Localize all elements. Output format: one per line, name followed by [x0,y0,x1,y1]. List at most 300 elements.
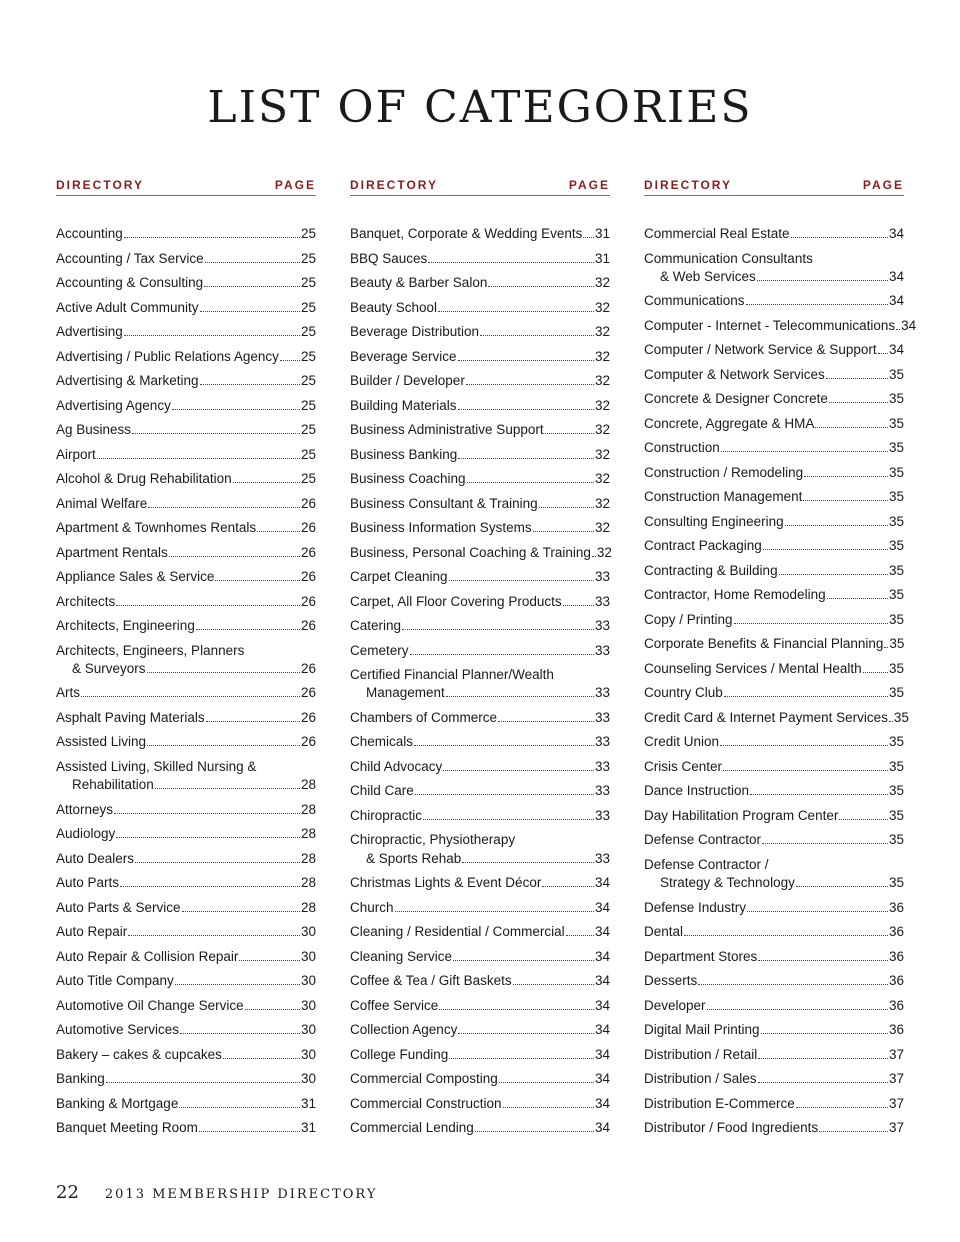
page-header-label: PAGE [862,178,904,192]
page-reference: 25 [300,471,316,486]
category-name: Business, Personal Coaching & Training [350,544,591,560]
category-entry [350,972,610,990]
category-entry [350,1095,610,1113]
dot-leader [592,556,596,557]
category-name: Computer - Internet - Telecommunications [644,317,896,333]
category-name: Construction / Remodeling [644,464,804,480]
category-name: Bakery – cakes & cupcakes [56,1046,222,1062]
category-name: Corporate Benefits & Financial Planning [644,636,884,652]
category-entry [56,470,316,488]
dot-leader [239,960,300,961]
category-entry [644,537,904,555]
category-name: Crisis Center [644,758,723,774]
category-entry [56,446,316,464]
page-reference: 34 [888,226,904,241]
category-entry [644,782,904,800]
page-reference: 35 [888,415,904,431]
page-number: 22 [56,1182,79,1203]
page-reference: 32 [594,348,610,364]
category-name: Business Information Systems [350,520,532,535]
page-reference: 35 [889,636,905,652]
category-entry [350,470,610,488]
category-entry [56,250,316,268]
page-header-label: PAGE [568,178,610,192]
page-reference: 28 [300,777,316,793]
dot-leader [758,1082,888,1083]
category-entry [644,292,904,310]
category-name: Developer [644,997,706,1013]
category-entry [56,1021,316,1039]
category-name: Banking & Mortgage [56,1095,179,1111]
category-name: Chemicals [350,734,414,750]
category-entry [644,1070,904,1088]
page-reference: 31 [300,1120,316,1136]
category-name: Copy / Printing [644,611,733,627]
column-header [56,178,316,196]
dot-leader [147,672,300,673]
page-reference: 30 [300,997,316,1013]
category-name: Auto Title Company [56,973,174,989]
category-name: Advertising / Public Relations Agency [56,348,279,364]
dot-leader [116,837,300,838]
category-name: Coffee & Tea / Gift Baskets [350,973,512,989]
category-entry [644,586,904,604]
dot-leader [826,378,888,379]
category-name: Christmas Lights & Event Décor [350,875,542,891]
page-reference: 25 [300,422,316,437]
category-name: Construction [644,440,720,456]
dot-leader [200,384,300,385]
category-entry [56,225,316,243]
page-reference: 33 [594,642,610,658]
category-name: Auto Repair & Collision Repair [56,948,239,964]
category-name: Dance Instruction [644,783,750,799]
category-entry [56,495,316,513]
category-entry [350,1119,610,1137]
page-reference: 32 [596,544,612,560]
category-entry [350,372,610,390]
category-name: Ag Business [56,422,132,437]
dot-leader [829,402,888,403]
category-entry [56,1095,316,1113]
category-name: Assisted Living, Skilled Nursing & [56,758,257,774]
category-name: Chiropractic, Physiotherapy [350,832,516,848]
dot-leader [542,886,594,887]
dot-leader [763,549,888,550]
page-reference: 33 [594,618,610,633]
category-entry [350,1046,610,1064]
page-reference: 35 [888,783,904,799]
page-reference: 34 [594,1046,610,1062]
category-name: Church [350,899,394,915]
category-name: College Funding [350,1046,449,1062]
category-entry [350,446,610,464]
dot-leader [204,286,300,287]
category-name: Building Materials [350,397,457,413]
category-name: Construction Management [644,489,803,505]
dot-leader [205,262,300,263]
category-entry [644,635,904,653]
category-entry [350,831,610,868]
page-reference: 30 [300,973,316,989]
category-entry [350,593,610,611]
page-reference: 32 [594,495,610,511]
category-entry [644,1095,904,1113]
category-list [350,225,610,1138]
category-name: Attorneys [56,801,114,817]
dot-leader [120,886,300,887]
category-entry [350,807,610,825]
category-entry [56,972,316,990]
dot-leader [438,311,594,312]
category-name: Beauty & Barber Salon [350,275,488,290]
page-reference: 32 [594,520,610,535]
category-entry [56,421,316,439]
dot-leader [128,935,300,936]
category-entry [56,825,316,843]
dot-leader [475,1131,594,1132]
category-entry [644,684,904,702]
category-entry [350,997,610,1015]
category-entry [644,856,904,893]
page-reference: 33 [594,734,610,750]
dot-leader [863,672,888,673]
page-reference: 34 [594,973,610,989]
category-entry [350,948,610,966]
page-reference: 26 [300,569,316,584]
category-entry [350,544,610,562]
page-reference: 34 [888,293,904,309]
page-reference: 35 [888,685,904,701]
category-name: Carpet Cleaning [350,569,448,584]
category-name-continued: & Sports Rehab [366,850,462,866]
category-name: Beauty School [350,299,438,315]
page-reference: 36 [888,948,904,964]
dot-leader [124,335,300,336]
page-reference: 26 [300,734,316,750]
dot-leader [723,770,888,771]
dot-leader [114,813,300,814]
category-name: Concrete & Designer Concrete [644,391,828,407]
page-reference: 30 [300,924,316,940]
page-reference: 25 [300,446,316,462]
page-reference: 35 [888,513,904,529]
category-name: Defense Contractor / [644,856,769,872]
page-reference: 35 [888,660,904,676]
page-reference: 35 [888,875,904,891]
category-entry [56,874,316,892]
category-name: Accounting [56,226,123,241]
category-name: Desserts [644,973,698,989]
dot-leader [698,984,888,985]
category-name: Banquet Meeting Room [56,1120,198,1136]
category-entry [56,274,316,292]
page-reference: 34 [594,1120,610,1136]
category-entry [350,758,610,776]
page-reference: 31 [594,250,610,266]
dot-leader [566,935,594,936]
category-entry [56,299,316,317]
category-entry [644,488,904,506]
category-name: Audiology [56,826,116,842]
column-header [350,178,610,196]
category-name: Certified Financial Planner/Wealth [350,667,554,682]
page-reference: 35 [888,758,904,774]
page-reference: 33 [594,593,610,609]
page-reference: 25 [300,275,316,290]
category-name: Credit Union [644,734,720,750]
page-reference: 25 [300,324,316,339]
category-entry [56,544,316,562]
page-reference: 26 [300,709,316,725]
category-name: Business Consultant & Training [350,495,538,511]
category-name: Contract Packaging [644,538,762,554]
dot-leader [878,353,888,354]
category-entry [56,519,316,537]
directory-header-label: DIRECTORY [56,178,145,192]
category-entry [56,709,316,727]
category-name: Banquet, Corporate & Wedding Events [350,226,583,241]
dot-leader [761,1033,888,1034]
category-name: Carpet, All Floor Covering Products [350,593,562,609]
dot-leader [97,458,300,459]
category-entry [350,250,610,268]
page-reference: 35 [888,611,904,627]
dot-leader [410,654,594,655]
category-name: Architects, Engineers, Planners [56,642,245,658]
dot-leader [245,1009,300,1010]
category-entry [350,709,610,727]
page-reference: 31 [594,226,610,241]
dot-leader [458,360,594,361]
dot-leader [758,1058,888,1059]
page-reference: 30 [300,1046,316,1062]
dot-leader [414,745,594,746]
category-entry [56,642,316,679]
page-reference: 35 [888,489,904,505]
dot-leader [106,1082,300,1083]
dot-leader [116,605,300,606]
category-name: Airport [56,446,96,462]
category-entry [56,1119,316,1137]
dot-leader [395,911,594,912]
category-name: Animal Welfare [56,495,148,511]
dot-leader [827,598,888,599]
dot-leader [402,629,594,630]
dot-leader [257,531,300,532]
page-reference: 35 [888,538,904,554]
category-entry [350,225,610,243]
page-reference: 26 [300,618,316,633]
page-reference: 35 [888,366,904,382]
dot-leader [480,335,594,336]
dot-leader [182,911,300,912]
dot-leader [791,237,888,238]
category-name: Apartment Rentals [56,544,168,560]
page-reference: 25 [300,299,316,315]
page-reference: 37 [888,1046,904,1062]
page-reference: 35 [888,832,904,848]
category-entry [644,390,904,408]
dot-leader [135,862,300,863]
page-reference: 32 [594,324,610,339]
category-name: Advertising & Marketing [56,373,199,388]
category-name: Advertising Agency [56,397,171,413]
page-reference: 34 [594,1022,610,1038]
category-entry [350,495,610,513]
directory-header-label: DIRECTORY [350,178,439,192]
category-entry [644,758,904,776]
category-name: Concrete, Aggregate & HMA [644,415,815,431]
category-name: Auto Parts [56,875,120,891]
category-name: Active Adult Community [56,299,199,315]
directory-column-1 [56,178,316,1144]
category-name: Cleaning Service [350,948,453,964]
category-name: Alcohol & Drug Rehabilitation [56,471,232,486]
category-name-continued: Rehabilitation [72,777,154,793]
dot-leader [458,458,594,459]
dot-leader [488,286,594,287]
dot-leader [721,451,888,452]
dot-leader [762,843,888,844]
category-name: Computer / Network Service & Support [644,342,877,358]
category-entry [56,1070,316,1088]
category-entry [350,733,610,751]
dot-leader [513,984,594,985]
page-reference: 28 [300,899,316,915]
category-name: Advertising [56,324,123,339]
dot-leader [423,819,594,820]
category-entry [56,1046,316,1064]
dot-leader [462,862,594,863]
category-entry [350,274,610,292]
directory-header-label: DIRECTORY [644,178,733,192]
page-reference: 33 [594,709,610,725]
page-reference: 25 [300,397,316,413]
page-reference: 32 [594,446,610,462]
dot-leader [148,507,300,508]
dot-leader [199,1131,300,1132]
category-name: Credit Card & Internet Payment Services [644,709,888,725]
category-name: Communication Consultants [644,250,813,266]
page-reference: 35 [888,734,904,750]
category-name: Catering [350,618,402,633]
page-reference: 35 [893,709,909,725]
page-reference: 25 [300,373,316,388]
category-name: Apartment & Townhomes Rentals [56,520,257,535]
page-reference: 25 [300,348,316,364]
dot-leader [196,629,300,630]
dot-leader [206,721,300,722]
page-reference: 33 [594,569,610,584]
category-name: Business Coaching [350,471,466,486]
category-entry [644,611,904,629]
page-footer [56,1182,377,1203]
dot-leader [439,1009,594,1010]
category-entry [644,464,904,482]
category-name: Digital Mail Printing [644,1022,760,1038]
dot-leader [796,1107,888,1108]
category-entry [350,1021,610,1039]
category-entry [56,617,316,635]
column-header [644,178,904,196]
page-reference: 28 [300,850,316,866]
page-reference: 34 [888,342,904,358]
dot-leader [458,409,594,410]
category-entry [644,562,904,580]
page-reference: 28 [300,875,316,891]
category-entry [56,948,316,966]
dot-leader [215,580,300,581]
category-name: Day Habilitation Program Center [644,807,839,823]
page-reference: 33 [594,850,610,866]
page-reference: 26 [300,593,316,609]
category-entry [56,850,316,868]
page-reference: 34 [594,1071,610,1087]
dot-leader [200,311,300,312]
page-reference: 35 [888,440,904,456]
category-name: Child Care [350,783,414,799]
page-reference: 36 [888,997,904,1013]
category-name: Communications [644,293,745,309]
category-entry [56,372,316,390]
page-reference: 35 [888,587,904,603]
category-name: Contractor, Home Remodeling [644,587,826,603]
page-reference: 32 [594,471,610,486]
category-list [644,225,917,1138]
category-entry [350,397,610,415]
page-reference: 25 [300,226,316,241]
page-reference: 34 [594,948,610,964]
category-entry [644,831,904,849]
page-reference: 34 [888,268,904,284]
dot-leader [175,984,300,985]
category-name: Computer & Network Services [644,366,825,382]
dot-leader [155,788,300,789]
page-reference: 34 [594,875,610,891]
page-reference: 34 [594,997,610,1013]
page-reference: 26 [300,685,316,701]
page-reference: 36 [888,924,904,940]
category-entry [56,899,316,917]
page-reference: 31 [300,1095,316,1111]
dot-leader [819,1131,888,1132]
page-reference: 36 [888,899,904,915]
category-entry [350,1070,610,1088]
category-entry [56,397,316,415]
page-reference: 32 [594,275,610,290]
category-entry [56,568,316,586]
dot-leader [804,476,888,477]
dot-leader [223,1058,300,1059]
dot-leader [746,304,888,305]
category-entry [644,341,904,359]
category-name: Arts [56,685,81,701]
dot-leader [563,605,594,606]
dot-leader [466,384,594,385]
dot-leader [896,329,900,330]
category-name: Defense Industry [644,899,747,915]
category-entry [644,415,904,433]
dot-leader [179,1107,300,1108]
dot-leader [815,427,888,428]
dot-leader [796,886,888,887]
category-entry [56,593,316,611]
category-name: Consulting Engineering [644,513,784,529]
category-entry [350,617,610,635]
page-reference: 33 [594,807,610,823]
page-reference: 36 [888,1022,904,1038]
